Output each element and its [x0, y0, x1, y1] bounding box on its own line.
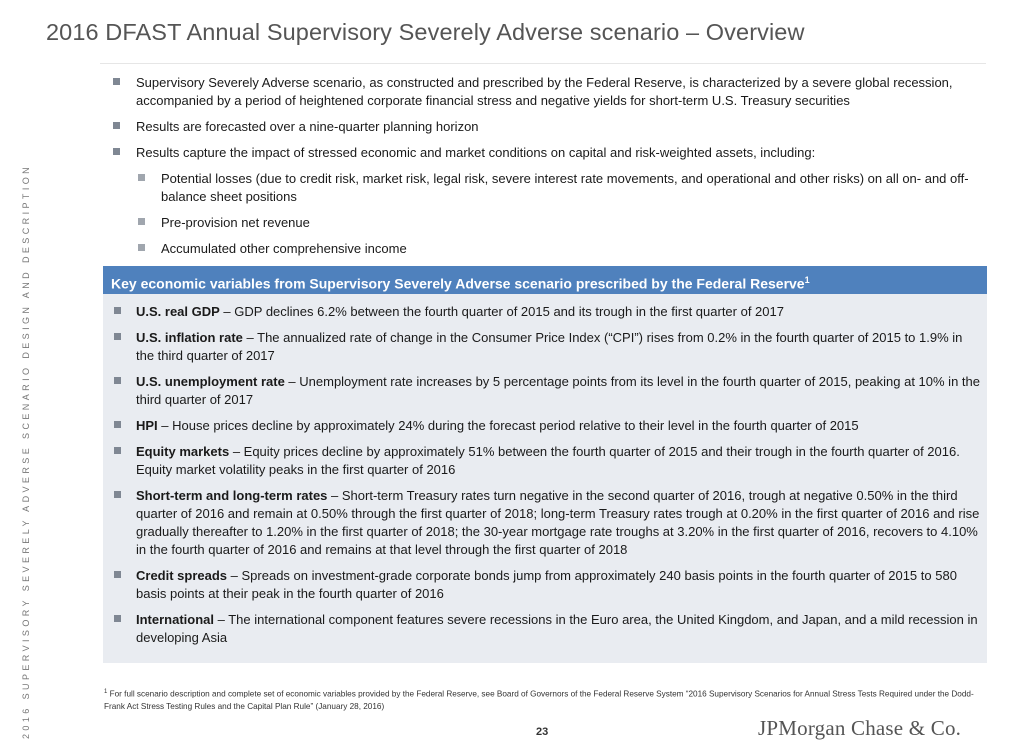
bullet-item	[111, 144, 987, 162]
square-bullet-icon	[114, 377, 121, 384]
variable-term: U.S. real GDP	[136, 304, 220, 319]
sub-bullet-text: Pre-provision net revenue	[161, 215, 310, 230]
square-bullet-icon	[114, 615, 121, 622]
square-bullet-icon	[138, 174, 145, 181]
square-bullet-icon	[114, 333, 121, 340]
bullet-text: Supervisory Severely Adverse scenario, as constructed and prescribed by the Federal Reserve, is characterized by a severe global recession, accompanied by a period of heightened corporate financial stress and negative yields for short-term U.S. Treasury securities	[136, 75, 953, 108]
variable-item	[112, 373, 981, 409]
variable-description: – Spreads on investment-grade corporate bonds jump from approximately 240 basis points in the fourth quarter of 2015 to 580 basis points at their peak in the fourth quarter of 2016	[136, 568, 957, 601]
square-bullet-icon	[138, 218, 145, 225]
variable-term: International	[136, 612, 215, 627]
title-divider	[100, 63, 986, 64]
sub-bullet-text: Accumulated other comprehensive income	[161, 241, 407, 256]
square-bullet-icon	[114, 491, 121, 498]
variable-term: Short-term and long-term rates	[136, 488, 328, 503]
variable-term: Credit spreads	[136, 568, 228, 583]
variable-description: – The annualized rate of change in the Consumer Price Index (“CPI”) rises from 0.2% in the fourth quarter of 2015 to 1.9% in the third quarter of 2017	[136, 330, 963, 363]
footnote-text: For full scenario description and complete set of economic variables provided by the Federal Reserve, see Board of Governors of the Federal Reserve System “2016 Supervisory Scenarios for Annual Stress Tests Required under the Dodd-Frank Act Stress Testing Rules and the Capital Plan Rule” (January 28, 2016)	[104, 689, 974, 711]
variable-description: – Short-term Treasury rates turn negative in the second quarter of 2016, trough at negative 0.50% in the third quarter of 2016 and remain at 0.50% through the first quarter of 2018; long-term Treasury rates trough at 0.20% in the first quarter of 2016 and rise gradually thereafter to 1.20% in the first quarter of 2018; the 30-year mortgage rate troughs at 3.20% in the first quarter of 2016, recovers to 4.10% in the fourth quarter of 2016 and remains at that level through the first quarter of 2018	[136, 488, 980, 557]
variable-term: U.S. inflation rate	[136, 330, 243, 345]
variable-term: HPI	[136, 418, 158, 433]
variable-item	[112, 487, 981, 559]
variable-item	[112, 303, 981, 321]
variable-term: U.S. unemployment rate	[136, 374, 285, 389]
variable-description: – The international component features severe recessions in the Euro area, the United Kingdom, and Japan, and a mild recession in developing Asia	[136, 612, 978, 645]
sub-bullet-text: Potential losses (due to credit risk, market risk, legal risk, severe interest rate movements, and operational and other risks) on all on- and off-balance sheet positions	[161, 171, 969, 204]
bullet-text: Results are forecasted over a nine-quarter planning horizon	[136, 119, 479, 134]
square-bullet-icon	[114, 571, 121, 578]
square-bullet-icon	[113, 78, 120, 85]
page-title: 2016 DFAST Annual Supervisory Severely Adverse scenario – Overview	[46, 19, 805, 45]
variable-item	[112, 443, 981, 479]
variable-term: Equity markets	[136, 444, 230, 459]
variable-item	[112, 329, 981, 365]
variable-item	[112, 611, 981, 647]
bullet-item	[111, 118, 987, 136]
key-variables-header	[103, 266, 987, 294]
side-section-label: 2016 SUPERVISORY SEVERELY ADVERSE SCENARIO DESIGN AND DESCRIPTION	[21, 163, 31, 739]
square-bullet-icon	[114, 447, 121, 454]
variable-description: – Equity prices decline by approximately 51% between the fourth quarter of 2015 and their trough in the fourth quarter of 2016. Equity market volatility peaks in the first quarter of 2016	[136, 444, 960, 477]
sub-bullet-item	[136, 170, 976, 206]
variable-item	[112, 417, 981, 435]
variable-description: – House prices decline by approximately 24% during the forecast period relative to their level in the fourth quarter of 2015	[157, 418, 859, 433]
key-variables-box	[103, 266, 987, 663]
page-number: 23	[536, 726, 549, 738]
key-variables-list	[103, 294, 987, 647]
company-logo: JPMorgan Chase & Co.	[758, 716, 962, 740]
square-bullet-icon	[113, 122, 120, 129]
square-bullet-icon	[138, 244, 145, 251]
sub-bullet-item	[136, 214, 976, 232]
square-bullet-icon	[113, 148, 120, 155]
footnote-marker: 1	[804, 275, 810, 285]
sub-bullet-item	[136, 240, 976, 258]
variable-description: – GDP declines 6.2% between the fourth quarter of 2015 and its trough in the first quarter of 2017	[219, 304, 784, 319]
key-variables-header-text: Key economic variables from Supervisory Severely Adverse scenario prescribed by the Federal Reserve	[111, 275, 805, 292]
overview-bullets	[111, 74, 987, 266]
bullet-text: Results capture the impact of stressed economic and market conditions on capital and risk-weighted assets, including:	[136, 145, 816, 160]
footnote-marker: 1	[104, 689, 108, 695]
square-bullet-icon	[114, 307, 121, 314]
footnote	[104, 686, 984, 713]
bullet-item	[111, 74, 987, 110]
variable-description: – Unemployment rate increases by 5 percentage points from its level in the fourth quarter of 2015, peaking at 10% in the third quarter of 2017	[136, 374, 980, 407]
square-bullet-icon	[114, 421, 121, 428]
variable-item	[112, 567, 981, 603]
